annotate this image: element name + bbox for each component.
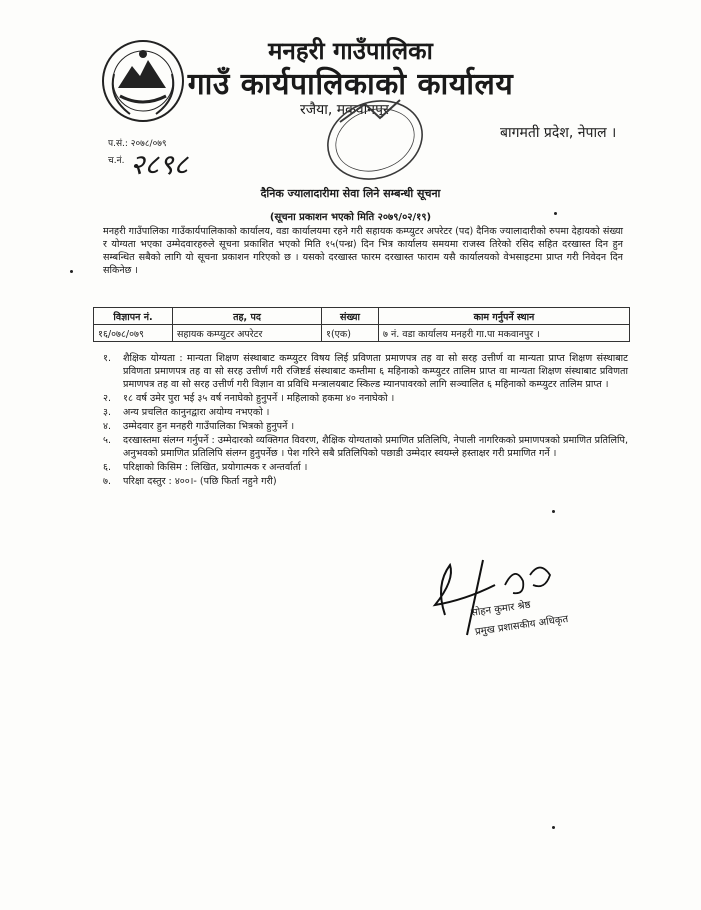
- list-item: [103, 434, 628, 460]
- vacancy-table: [93, 307, 630, 342]
- notice-intro-paragraph: मनहरी गाउँपालिका गाउँकार्यपालिकाको कार्यालय, वडा कार्यालयमा रहने गरी सहायक कम्प्युटर अपरेटर (पद) दैनिक ज्यालादारीको रुपमा देहायको संख्या र योग्यता भएका उम्मेदवारहरुले सूचना प्रकाशित भएको मिति १५(पन्ध्र) दिन भित्र कार्यालय समयमा राजस्व तिरेको रसिद सहित दरखास्त दिन हुन सम्बन्धित सबैको लागि यो सूचना प्रकाशन गरिएको छ । यसको दरखास्त फारम दरखास्त फाराम यसै कार्यालयको वेभसाइटमा प्राप्त गरी निवेदन दिन सकिनेछ ।: [103, 226, 623, 276]
- scan-speck: [552, 510, 555, 513]
- office-address: रजैया, मकवानपुर: [300, 102, 389, 118]
- item-number: १.: [103, 353, 112, 364]
- item-number: ४.: [103, 421, 112, 432]
- list-item: [103, 406, 628, 419]
- chalani-number-handwritten: २८९८: [130, 148, 189, 181]
- table-cell: १(एक): [322, 325, 379, 342]
- item-text: परिक्षाको किसिम : लिखित, प्रयोगात्मक र अन्तर्वार्ता ।: [123, 462, 308, 473]
- signer-name: सोहन कुमार श्रेष्ठ: [470, 599, 532, 619]
- item-number: ३.: [103, 407, 112, 418]
- table-header-row: [94, 308, 630, 325]
- item-number: ५.: [103, 435, 112, 446]
- item-number: ७.: [103, 476, 112, 487]
- list-item: [103, 392, 628, 405]
- chalani-label: च.नं.: [108, 156, 125, 166]
- province-label: बागमती प्रदेश, नेपाल ।: [500, 125, 617, 141]
- column-header: तह, पद: [173, 308, 322, 325]
- office-stamp: [320, 92, 430, 182]
- item-text: अन्य प्रचलित कानुनद्वारा अयोग्य नभएको ।: [123, 407, 270, 418]
- notice-title: दैनिक ज्यालादारीमा सेवा लिने सम्बन्धी सूचना: [260, 187, 441, 200]
- scan-speck: [554, 212, 557, 215]
- item-text: शैक्षिक योग्यता : मान्यता शिक्षण संस्थाबाट कम्प्युटर विषय लिई प्रविणता प्रमाणपत्र तह वा सो सरह उत्तीर्ण वा मान्यता प्राप्त शिक्षण संस्थाबाट प्रविणता प्रमाणपत्र तह वा सो सरह उत्तीर्ण गरी रजिष्टर्ड संस्थाबाट कम्तीमा ६ महिनाको कम्प्युटर तालिम प्राप्त वा मान्यता शिक्षण संस्थाबाट प्रविणता प्रमाणपत्र तह वा सो सरह उत्तीर्ण गरी विज्ञान वा प्रविधि मन्त्रालयबाट स्किल्ड म्यानपावरको लागि सञ्चालित ६ महिनाको कम्प्युटर तालिम प्राप्त ।: [123, 353, 628, 390]
- list-item: [103, 475, 628, 488]
- patra-sankhya: प.सं.: २०७८/०७९: [108, 139, 167, 149]
- column-header: संख्या: [322, 308, 379, 325]
- scan-speck: [70, 270, 73, 273]
- publication-date: (सूचना प्रकाशन भएको मिति २०७९/०२/१९): [269, 212, 432, 223]
- list-item: [103, 352, 628, 391]
- conditions-list: [103, 352, 628, 489]
- table-cell: ७ नं. वडा कार्यालय मनहरी गा.पा मकवानपुर ।: [379, 325, 630, 342]
- office-name: गाउँ कार्यपालिकाको कार्यालय: [187, 67, 514, 102]
- table-row: [94, 325, 630, 342]
- item-text: दरखास्तमा संलग्न गर्नुपर्ने : उम्मेदारको व्यक्तिगत विवरण, शैक्षिक योग्यताको प्रमाणित प्रतिलिपि, नेपाली नागरिकको प्रमाणपत्रको प्रमाणित प्रतिलिपि, अनुभवको प्रमाणित प्रतिलिपि संलग्न हुनुपर्नेछ । पेश गरिने सबै प्रतिलिपिको पछाडी उम्मेदार स्वयम्ले हस्ताक्षर गरी प्रमाणित गर्ने ।: [123, 435, 628, 459]
- table-cell: सहायक कम्प्युटर अपरेटर: [173, 325, 322, 342]
- table-cell: १६/०७८/०७९: [94, 325, 173, 342]
- signer-designation: प्रमुख प्रशासकीय अधिकृत: [474, 613, 569, 638]
- scan-speck: [552, 826, 555, 829]
- item-number: ६.: [103, 462, 112, 473]
- column-header: काम गर्नुपर्ने स्थान: [379, 308, 630, 325]
- column-header: विज्ञापन नं.: [94, 308, 173, 325]
- item-number: २.: [103, 393, 112, 404]
- item-text: उम्मेदवार हुन मनहरी गाउँपालिका भित्रको हुनुपर्ने ।: [123, 421, 295, 432]
- item-text: परिक्षा दस्तुर : ४००।- (पछि फिर्ता नहुने गरी): [123, 476, 277, 487]
- org-name: मनहरी गाउँपालिका: [268, 37, 433, 65]
- item-text: १८ वर्ष उमेर पुरा भई ३५ वर्ष ननाघेको हुनुपर्ने । महिलाको हकमा ४० ननाघेको ।: [123, 393, 395, 404]
- list-item: [103, 420, 628, 433]
- list-item: [103, 461, 628, 474]
